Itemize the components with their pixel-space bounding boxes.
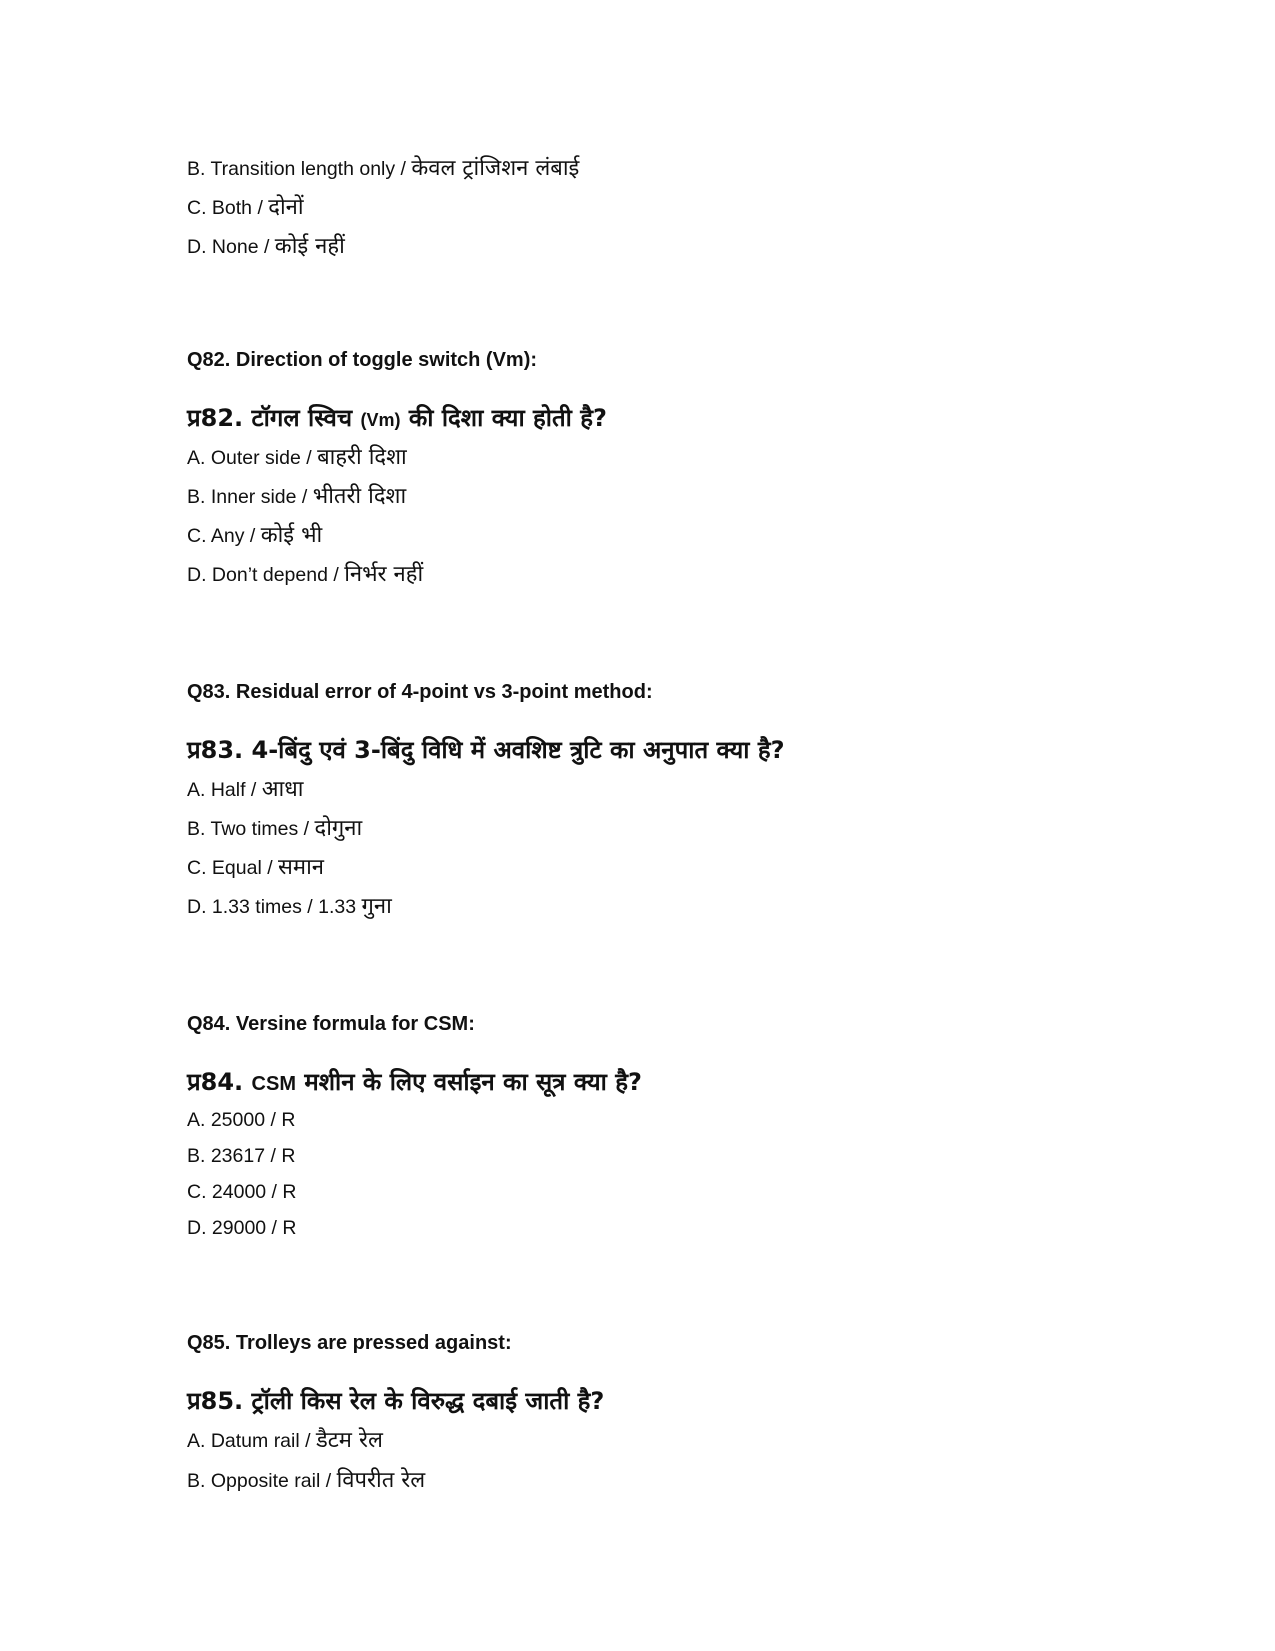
option-hindi: भीतरी दिशा <box>312 484 407 509</box>
q85-option-a <box>187 1429 383 1453</box>
hindi-text: की दिशा क्या होती है? <box>400 404 607 432</box>
option-hindi: कोई भी <box>260 523 323 548</box>
option-label: B. Transition length only / <box>187 158 412 180</box>
option-label: C. Any / <box>187 525 261 547</box>
option-hindi: आधा <box>261 777 304 802</box>
hindi-text: प्र82. टॉगल स्विच <box>187 404 361 432</box>
option-c-continued <box>187 196 304 220</box>
q83-option-c <box>187 856 324 880</box>
q82-option-a <box>187 446 407 470</box>
q83-option-b <box>187 817 362 841</box>
q82-option-d <box>187 563 423 587</box>
q83-option-a <box>187 778 304 802</box>
option-hindi: दोनों <box>268 195 304 220</box>
option-label: C. Both / <box>187 197 269 219</box>
question-83-english: Q83. Residual error of 4-point vs 3-point method: <box>187 681 653 703</box>
question-84-hindi <box>187 1067 642 1099</box>
option-label: A. Outer side / <box>187 447 318 469</box>
option-d-continued <box>187 235 345 259</box>
option-hindi: डैटम रेल <box>315 1428 383 1453</box>
option-label: D. 1.33 times / 1.33 <box>187 896 362 918</box>
option-hindi: समान <box>278 855 324 880</box>
q85-option-b <box>187 1469 425 1493</box>
option-hindi: निर्भर नहीं <box>344 562 424 587</box>
option-hindi: दोगुना <box>314 816 363 841</box>
option-hindi: विपरीत रेल <box>336 1468 426 1493</box>
option-hindi: गुना <box>361 894 392 919</box>
q84-option-b: B. 23617 / R <box>187 1145 296 1167</box>
hindi-text: मशीन के लिए वर्साइन का सूत्र क्या है? <box>295 1068 642 1096</box>
question-84-english: Q84. Versine formula for CSM: <box>187 1013 475 1035</box>
q82-option-b <box>187 485 406 509</box>
question-85-hindi: प्र85. ट्रॉली किस रेल के विरुद्ध दबाई जाती है? <box>187 1387 605 1415</box>
option-hindi: बाहरी दिशा <box>317 445 407 470</box>
hindi-text: प्र84. <box>187 1068 252 1096</box>
question-85-english: Q85. Trolleys are pressed against: <box>187 1332 512 1354</box>
question-83-hindi: प्र83. 4-बिंदु एवं 3-बिंदु विधि में अवशिष्ट त्रुटि का अनुपात क्या है? <box>187 736 785 764</box>
q84-option-c: C. 24000 / R <box>187 1181 297 1203</box>
hindi-inline-english: CSM <box>251 1073 296 1095</box>
option-label: A. Datum rail / <box>187 1430 316 1452</box>
question-82-hindi <box>187 403 607 435</box>
hindi-inline-english: (Vm) <box>360 410 401 430</box>
option-hindi: कोई नहीं <box>274 234 345 259</box>
option-hindi: केवल ट्रांजिशन लंबाई <box>411 156 580 181</box>
q84-option-a: A. 25000 / R <box>187 1109 296 1131</box>
option-label: D. Don’t depend / <box>187 564 345 586</box>
q84-option-d: D. 29000 / R <box>187 1217 297 1239</box>
option-label: B. Opposite rail / <box>187 1470 337 1492</box>
option-b-continued <box>187 157 579 181</box>
question-82-english: Q82. Direction of toggle switch (Vm): <box>187 349 538 371</box>
q83-option-d <box>187 895 392 919</box>
option-label: D. None / <box>187 236 275 258</box>
option-label: B. Two times / <box>187 818 315 840</box>
option-label: A. Half / <box>187 779 262 801</box>
option-label: C. Equal / <box>187 857 279 879</box>
option-label: B. Inner side / <box>187 486 313 508</box>
q82-option-c <box>187 524 322 548</box>
